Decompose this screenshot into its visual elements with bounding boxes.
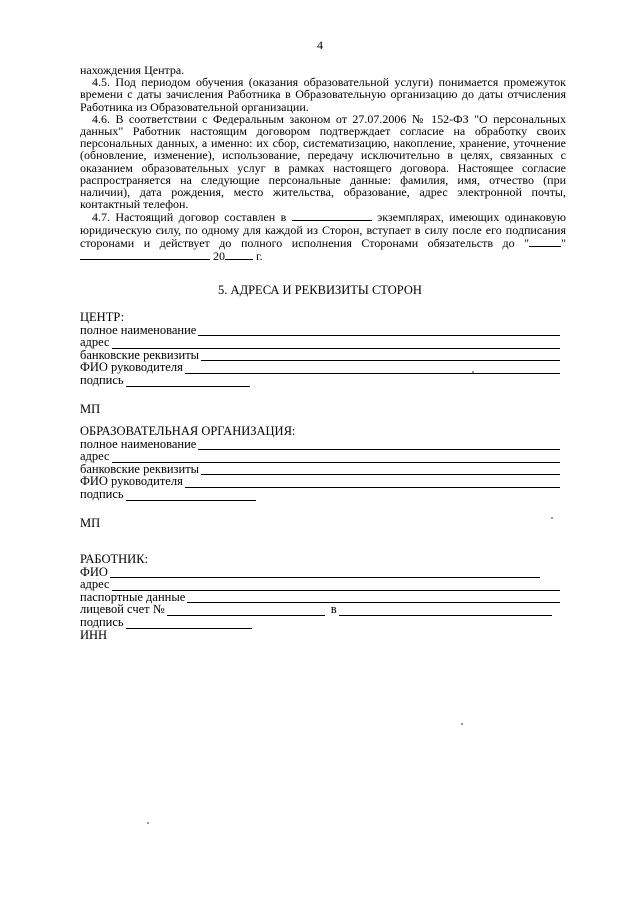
paragraph-4-6: 4.6. В соответствии с Федеральным законом от 27.07.2006 № 152-ФЗ "О персональных данных" Работник настоящим договором подтверждает согласие на обработку своих персональных данных, а именно: их сбор, систематизацию, накопление, хранение, уточнение (обновление, изменение), использование, передачу исключительно в целях, связанных с оказанием образовательных услуг в рамках настоящего договора. Настоящее согласие распространяется на следующие персональные данные: фамилия, имя, отчество (при наличии), дата рождения, место жительства, образование, адрес электронной почты, контактный телефон. xyxy=(80,111,566,212)
worker-account-bank-field[interactable] xyxy=(339,605,552,616)
worker-fio-field[interactable] xyxy=(110,567,540,578)
org-full-name-row xyxy=(80,438,560,451)
center-signature-field[interactable] xyxy=(126,376,250,387)
org-signature-row xyxy=(80,488,560,501)
worker-passport-label: паспортные данные xyxy=(80,589,186,604)
center-bank-label: банковские реквизиты xyxy=(80,347,200,362)
p47-part-d: 20 xyxy=(213,249,225,264)
worker-block xyxy=(80,553,560,641)
center-head-label: ФИО руководителя xyxy=(80,360,183,375)
scan-speck xyxy=(472,371,474,373)
year-blank[interactable] xyxy=(225,249,253,260)
org-bank-label: банковские реквизиты xyxy=(80,461,200,476)
worker-account-row xyxy=(80,603,560,616)
worker-signature-row xyxy=(80,616,560,629)
org-head-field[interactable] xyxy=(185,477,560,488)
org-head-label: ФИО руководителя xyxy=(80,474,183,489)
org-signature-label: подпись xyxy=(80,486,124,501)
center-signature-row xyxy=(80,374,560,387)
copies-count-blank[interactable] xyxy=(292,210,372,221)
org-title-row xyxy=(80,425,560,438)
org-address-label: адрес xyxy=(80,449,110,464)
worker-account-label: лицевой счет № xyxy=(80,602,165,617)
page-number: 4 xyxy=(317,38,323,52)
worker-account-bank-label: в xyxy=(330,602,337,617)
center-title-row xyxy=(80,311,560,324)
org-full-name-label: полное наименование xyxy=(80,436,197,451)
org-stamp-label: МП xyxy=(80,516,101,530)
center-address-row xyxy=(80,336,560,349)
center-head-row xyxy=(80,361,560,374)
center-full-name-label: полное наименование xyxy=(80,322,197,337)
worker-title-row xyxy=(80,553,560,566)
scan-speck xyxy=(461,723,463,725)
worker-signature-label: подпись xyxy=(80,614,124,629)
worker-title: РАБОТНИК: xyxy=(80,552,148,566)
paragraph-continuation: нахождения Центра. xyxy=(80,63,185,77)
center-title: ЦЕНТР: xyxy=(80,310,125,324)
center-full-name-field[interactable] xyxy=(198,325,560,336)
terms-text xyxy=(80,64,566,262)
org-bank-field[interactable] xyxy=(201,464,560,475)
center-head-field[interactable] xyxy=(185,363,560,374)
worker-signature-field[interactable] xyxy=(126,618,252,629)
center-full-name-row xyxy=(80,324,560,337)
scan-speck xyxy=(551,517,553,519)
p47-part-b: экземплярах, имеющих одинаковую юридическую силу, по одному для каждой из Сторон, вступает в силу после его подписания сторонами и действует до полного исполнения Сторонами обязательств до " xyxy=(80,210,566,250)
center-signature-label: подпись xyxy=(80,372,124,387)
worker-fio-label: ФИО xyxy=(80,564,108,579)
org-signature-field[interactable] xyxy=(126,490,256,501)
p47-part-a: 4.7. Настоящий договор составлен в xyxy=(92,210,287,225)
section-heading: 5. АДРЕСА И РЕКВИЗИТЫ СТОРОН xyxy=(218,283,422,297)
worker-address-row xyxy=(80,578,560,591)
center-block xyxy=(80,311,560,387)
month-blank[interactable] xyxy=(80,249,210,260)
worker-inn-row xyxy=(80,629,560,642)
org-block xyxy=(80,425,560,501)
p47-part-c: " xyxy=(561,235,566,250)
worker-passport-field[interactable] xyxy=(187,592,560,603)
p47-part-e: г. xyxy=(256,249,263,264)
worker-inn-label: ИНН xyxy=(80,627,108,642)
day-blank[interactable] xyxy=(529,236,561,247)
worker-fio-row xyxy=(80,566,560,579)
worker-address-label: адрес xyxy=(80,577,110,592)
worker-account-field[interactable] xyxy=(167,605,325,616)
scan-speck xyxy=(147,822,149,824)
org-head-row xyxy=(80,475,560,488)
org-full-name-field[interactable] xyxy=(198,439,560,450)
center-bank-field[interactable] xyxy=(201,350,560,361)
center-address-label: адрес xyxy=(80,335,110,350)
paragraph-4-5: 4.5. Под периодом обучения (оказания образовательной услуги) понимается промежуток времени с даты зачисления Работника в Образовательную организацию до даты отчисления Работника из Образовательной организации. xyxy=(80,75,566,114)
org-title: ОБРАЗОВАТЕЛЬНАЯ ОРГАНИЗАЦИЯ: xyxy=(80,424,296,438)
paragraph-4-7 xyxy=(80,210,566,262)
center-stamp-label: МП xyxy=(80,402,101,416)
org-address-row xyxy=(80,450,560,463)
